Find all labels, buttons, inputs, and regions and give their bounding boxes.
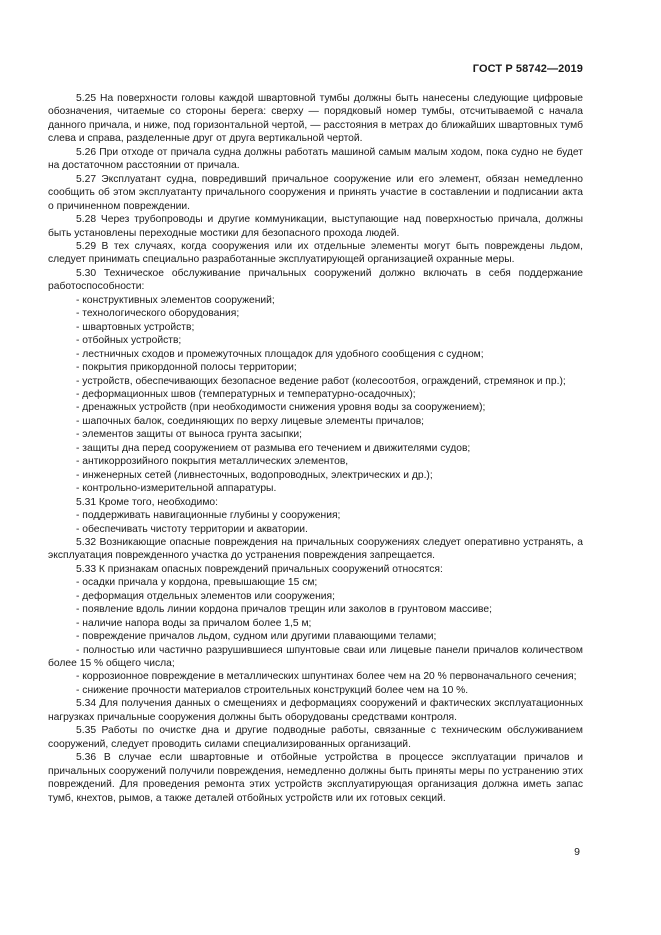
section-paragraph: 5.33 К признакам опасных повреждений причальных сооружений относятся:	[76, 563, 443, 575]
section-paragraph: 5.26 При отходе от причала судна должны работать машиной самым малым ходом, пока судно не будет на достаточном расстоянии от причала.	[48, 146, 583, 172]
list-item: - снижение прочности материалов строительных конструкций более чем на 10 %.	[76, 684, 469, 696]
list-item: - контрольно-измерительной аппаратуры.	[76, 483, 277, 495]
list-item: - технологического оборудования;	[76, 308, 240, 320]
list-item: - деформация отдельных элементов или сооружения;	[76, 590, 335, 602]
section-paragraph: 5.29 В тех случаях, когда сооружения или их отдельные элементы могут быть повреждены льдом, следует принимать специально разработанные эксплуатирующей организацией охранные меры.	[48, 240, 583, 266]
list-item: - осадки причала у кордона, превышающие 15 см;	[76, 577, 318, 589]
list-item: - конструктивных элементов сооружений;	[76, 294, 275, 306]
section-paragraph: 5.27 Эксплуатант судна, повредивший причальное сооружение или его элемент, обязан немедленно сообщить об этом эксплуатанту причального сооружения и принять участие в составлении и подписании акта о причиненном повреждении.	[48, 173, 583, 212]
list-item: - лестничных сходов и промежуточных площадок для удобного сообщения с судном;	[76, 348, 484, 360]
list-item: - шапочных балок, соединяющих по верху лицевые элементы причалов;	[76, 415, 425, 427]
list-item: - наличие напора воды за причалом более 1,5 м;	[76, 617, 312, 629]
section-paragraph: 5.32 Возникающие опасные повреждения на причальных сооружениях следует оперативно устранять, а эксплуатация поврежденного участка до устранения повреждения запрещается.	[48, 536, 583, 562]
list-item: - инженерных сетей (ливнесточных, водопроводных, электрических и др.);	[76, 469, 433, 481]
list-item: - отбойных устройств;	[76, 335, 182, 347]
list-item: - обеспечивать чистоту территории и акватории.	[76, 523, 308, 535]
list-item: - коррозионное повреждение в металлических шпунтинах более чем на 20 % первоначального сечения;	[76, 671, 577, 683]
section-paragraph: 5.36 В случае если швартовные и отбойные устройства в процессе эксплуатации причалов и причальных сооружений получили повреждения, немедленно должны быть приняты меры по устранению этих повреждений. Для проведения ремонта этих устройств эксплуатирующая организация должна иметь запас тумб, кнехтов, рымов, а также деталей отбойных устройств или их готовых секций.	[48, 752, 583, 804]
list-item: - деформационных швов (температурных и температурно-осадочных);	[76, 388, 416, 400]
section-paragraph: 5.34 Для получения данных о смещениях и деформациях сооружений и фактических эксплуатационных нагрузках причальные сооружения должны быть оборудованы средствами контроля.	[48, 698, 583, 723]
section-paragraph: 5.35 Работы по очистке дна и другие подводные работы, связанные с техническим обслуживанием сооружений, следует проводить силами специализированных организаций.	[48, 725, 583, 750]
list-item: - дренажных устройств (при необходимости снижения уровня воды за сооружением);	[76, 402, 486, 414]
list-item: - покрытия прикордонной полосы территории;	[76, 362, 297, 374]
list-item: - швартовных устройств;	[76, 321, 195, 333]
section-paragraph: 5.28 Через трубопроводы и другие коммуникации, выступающие над поверхностью причала, должны быть установлены переходные мостики для безопасного прохода людей.	[48, 214, 583, 239]
section-paragraph: 5.31 Кроме того, необходимо:	[76, 496, 218, 508]
list-item: - антикоррозийного покрытия металлических элементов,	[76, 456, 349, 468]
list-item: - полностью или частично разрушившиеся шпунтовые сваи или лицевые панели причалов количеством более 15 % общего числа;	[48, 644, 583, 670]
page-number: 9	[574, 846, 580, 858]
list-item: - устройств, обеспечивающих безопасное ведение работ (колесоотбоя, ограждений, стремянок и пр.);	[76, 375, 566, 387]
list-item: - поддерживать навигационные глубины у сооружения;	[76, 510, 341, 522]
document-header: ГОСТ Р 58742—2019	[472, 63, 583, 75]
section-paragraph: 5.25 На поверхности головы каждой швартовной тумбы должны быть нанесены следующие цифровые обозначения, читаемые со стороны берега: сверху — порядковый номер тумбы, отсчитываемой с начала данного причала, и ниже, под горизонтальной чертой, — расстояния в метрах до ближайших швартовных тумб слева и справа, разделенные друг от друга вертикальной чертой.	[48, 93, 583, 145]
list-item: - появление вдоль линии кордона причалов трещин или заколов в грунтовом массиве;	[76, 604, 492, 616]
section-paragraph: 5.30 Техническое обслуживание причальных сооружений должно включать в себя поддержание работоспособности:	[48, 267, 583, 293]
document-body	[48, 92, 583, 805]
list-item: - повреждение причалов льдом, судном или другими плавающими телами;	[76, 631, 437, 643]
list-item: - защиты дна перед сооружением от размыва его течением и движителями судов;	[76, 442, 471, 454]
list-item: - элементов защиты от выноса грунта засыпки;	[76, 429, 303, 441]
